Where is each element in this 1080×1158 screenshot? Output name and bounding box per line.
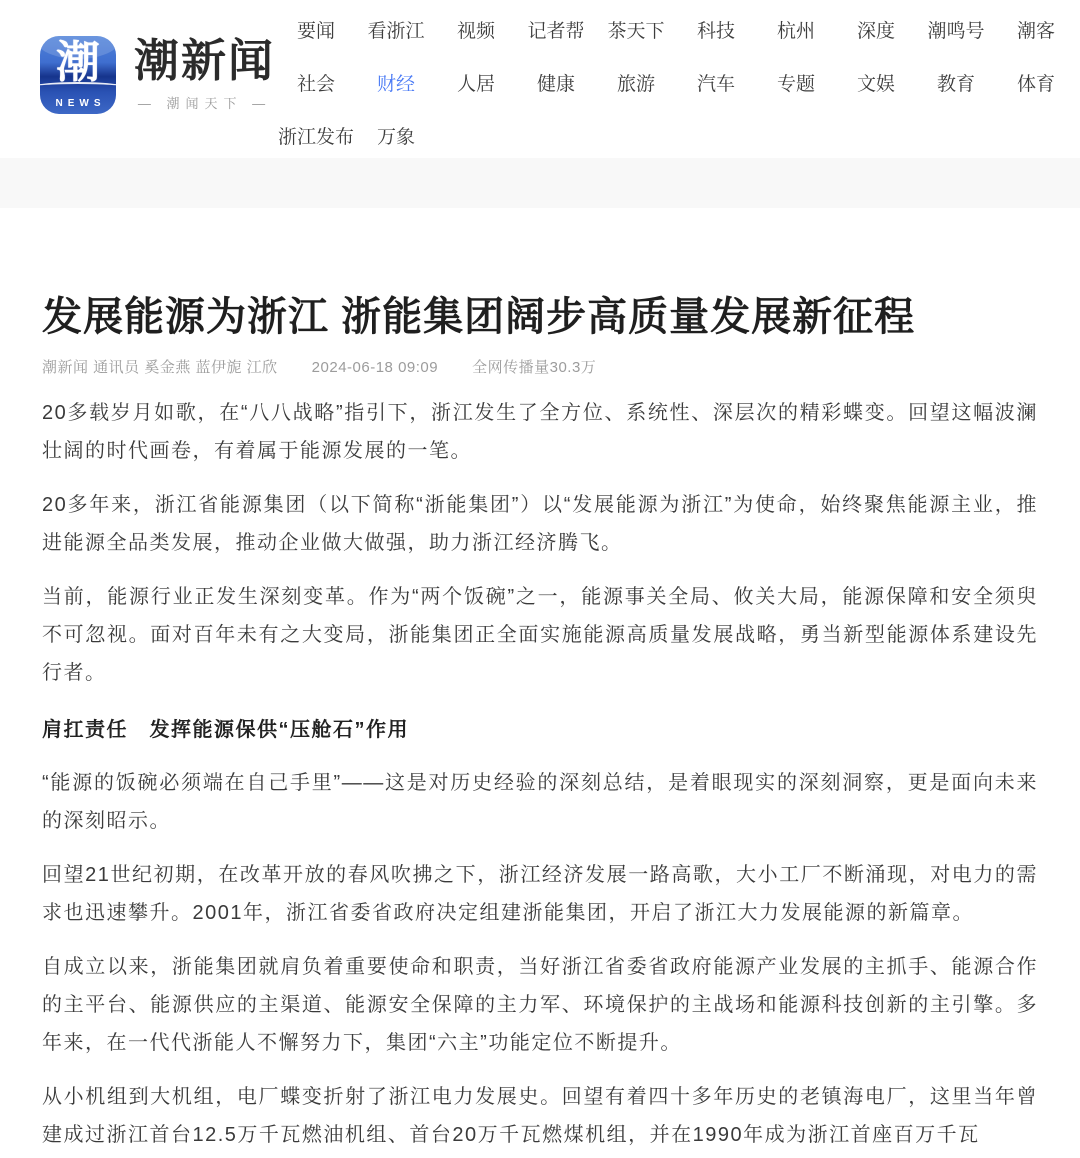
article-container xyxy=(0,292,1080,1154)
main-navigation xyxy=(276,3,1076,162)
article-paragraph: “能源的饭碗必须端在自己手里”——这是对历史经验的深刻总结，是着眼现实的深刻洞察，更是面向未来的深刻昭示。 xyxy=(42,772,1038,832)
logo-news-label: NEWS xyxy=(55,98,106,109)
nav-item[interactable]: 体育 xyxy=(1016,74,1055,95)
nav-row-2 xyxy=(276,56,1076,109)
article-paragraph: 自成立以来，浙能集团就肩负着重要使命和职责，当好浙江省委省政府能源产业发展的主抓手、能源合作的主平台、能源供应的主渠道、能源安全保障的主力军、环境保护的主战场和能源科技创新的主引擎。多年来，在一代代浙能人不懈努力下，集团“六主”功能定位不断提升。 xyxy=(42,956,1038,1054)
nav-item[interactable]: 记者帮 xyxy=(527,21,585,42)
logo-text-block xyxy=(134,35,276,112)
nav-item[interactable]: 要闻 xyxy=(296,21,335,42)
nav-row-1 xyxy=(276,3,1076,56)
article-paragraph: 20多年来，浙江省能源集团（以下简称“浙能集团”）以“发展能源为浙江”为使命，始终聚焦能源主业，推进能源全品类发展，推动企业做大做强，助力浙江经济腾飞。 xyxy=(42,494,1038,554)
site-name: 潮新闻 xyxy=(134,35,276,86)
article-paragraph: 当前，能源行业正发生深刻变革。作为“两个饭碗”之一，能源事关全局、攸关大局，能源保障和安全须臾不可忽视。面对百年未有之大变局，浙能集团正全面实施能源高质量发展战略，勇当新型能源体系建设先行者。 xyxy=(42,586,1038,684)
site-header xyxy=(0,0,1080,158)
nav-item[interactable]: 看浙江 xyxy=(367,21,425,42)
chao-news-app-icon[interactable] xyxy=(40,36,116,114)
nav-item[interactable]: 健康 xyxy=(536,74,575,95)
banner-placeholder xyxy=(0,158,1080,208)
article-byline: 潮新闻 通讯员 奚金燕 蓝伊旎 江欣 xyxy=(42,359,278,376)
nav-item[interactable]: 专题 xyxy=(776,74,815,95)
nav-item[interactable]: 深度 xyxy=(856,21,895,42)
article-view-count: 全网传播量30.3万 xyxy=(472,359,597,376)
article-meta xyxy=(42,358,1038,378)
nav-item[interactable]: 视频 xyxy=(456,21,495,42)
nav-item[interactable]: 社会 xyxy=(296,74,335,95)
nav-item[interactable]: 万象 xyxy=(376,127,415,148)
nav-item[interactable]: 科技 xyxy=(696,21,735,42)
site-tagline: — 潮闻天下 — xyxy=(137,96,272,111)
logo-character: 潮 xyxy=(56,37,100,88)
nav-item[interactable]: 杭州 xyxy=(776,21,815,42)
nav-item[interactable]: 茶天下 xyxy=(607,21,665,42)
wave-icon xyxy=(40,82,116,92)
nav-item[interactable]: 潮鸣号 xyxy=(927,21,985,42)
article-paragraph: 回望21世纪初期，在改革开放的春风吹拂之下，浙江经济发展一路高歌，大小工厂不断涌现，对电力的需求也迅速攀升。2001年，浙江省委省政府决定组建浙能集团，开启了浙江大力发展能源的新篇章。 xyxy=(42,864,1038,924)
nav-item[interactable]: 旅游 xyxy=(616,74,655,95)
nav-item[interactable]: 人居 xyxy=(456,74,495,95)
nav-item[interactable]: 教育 xyxy=(936,74,975,95)
article-paragraph: 20多载岁月如歌，在“八八战略”指引下，浙江发生了全方位、系统性、深层次的精彩蝶变。回望这幅波澜壮阔的时代画卷，有着属于能源发展的一笔。 xyxy=(42,402,1038,462)
nav-item[interactable]: 浙江发布 xyxy=(277,127,354,148)
nav-row-3 xyxy=(276,109,1076,162)
nav-item-active[interactable]: 财经 xyxy=(376,74,415,95)
nav-item[interactable]: 汽车 xyxy=(696,74,735,95)
section-heading: 肩扛责任 发挥能源保供“压舱石”作用 xyxy=(42,719,409,741)
article-title: 发展能源为浙江 浙能集团阔步高质量发展新征程 xyxy=(42,295,916,339)
nav-item[interactable]: 潮客 xyxy=(1016,21,1055,42)
article-paragraph: 从小机组到大机组，电厂蝶变折射了浙江电力发展史。回望有着四十多年历史的老镇海电厂，这里当年曾建成过浙江首台12.5万千瓦燃油机组、首台20万千瓦燃煤机组，并在1990年成为浙江首座百万千瓦 xyxy=(42,1086,1038,1146)
article-datetime: 2024-06-18 09:09 xyxy=(311,359,439,376)
nav-item[interactable]: 文娱 xyxy=(856,74,895,95)
article-body xyxy=(42,394,1038,1154)
site-logo[interactable] xyxy=(40,36,275,114)
